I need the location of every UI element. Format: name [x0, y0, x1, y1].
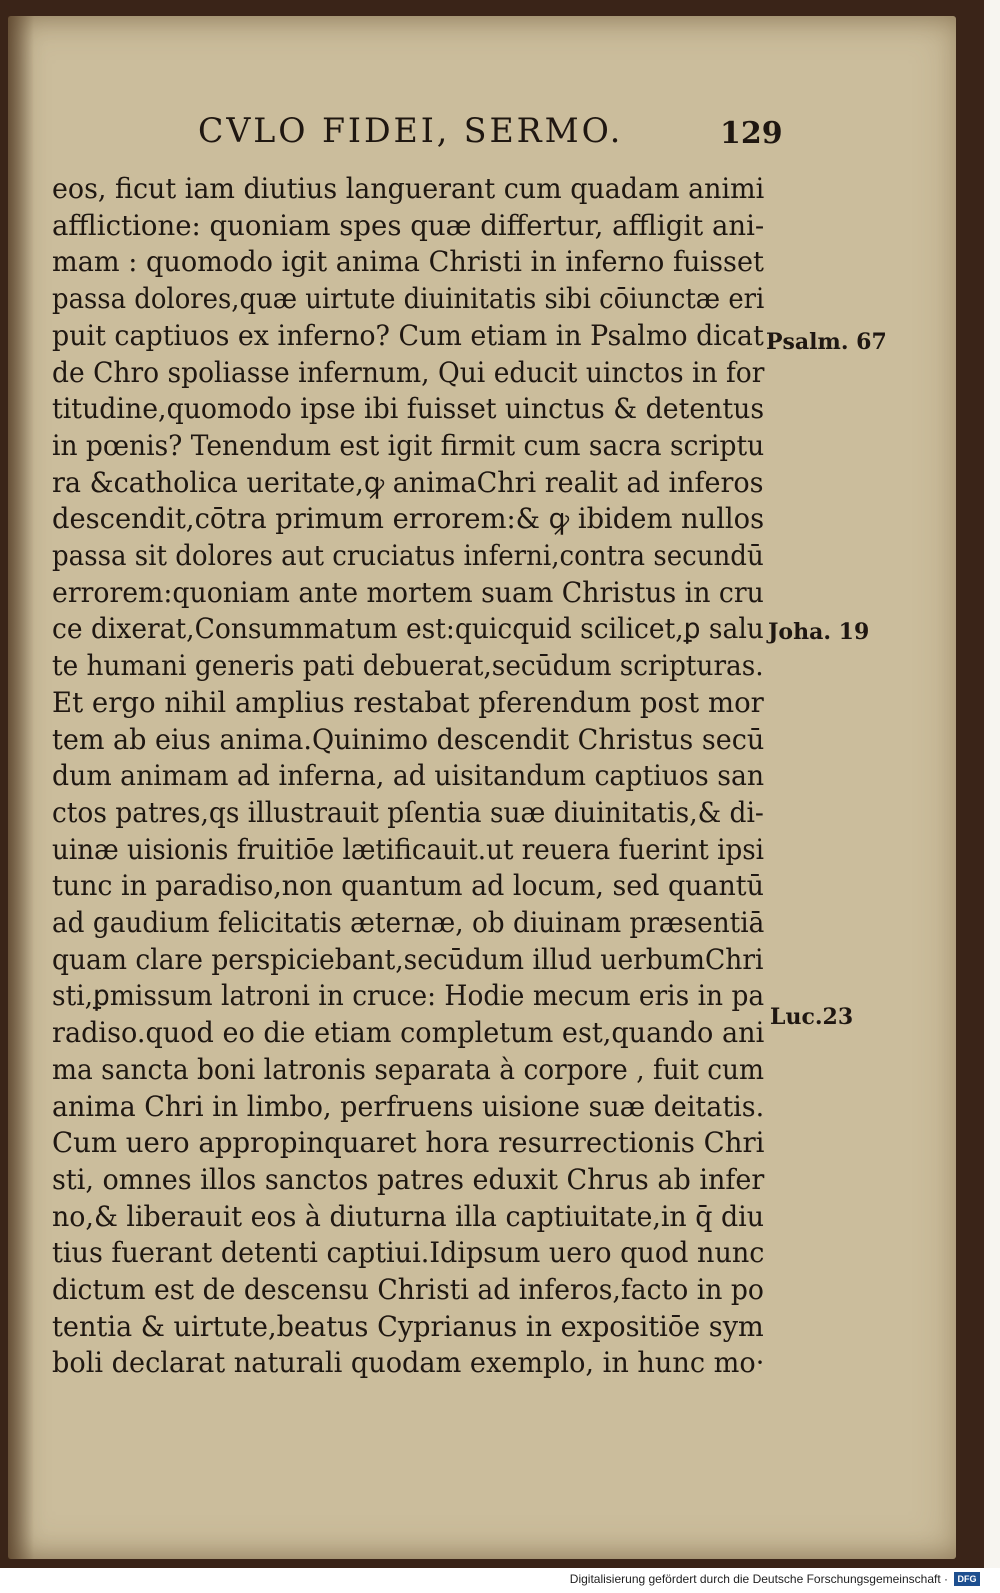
text-line: dictum est de descensu Christi ad inferos,facto in po	[52, 1273, 764, 1306]
text-line: tem ab eius anima.Quinimo descendit Christus secū	[52, 722, 765, 756]
footer-bar	[0, 1568, 1000, 1593]
text-line: ce dixerat,Consummatum est:quicquid scilicet,ꝑ salu	[52, 612, 764, 646]
text-block	[52, 171, 782, 1396]
text-line: sti,ꝑmissum latroni in cruce: Hodie mecum eris in pa	[52, 979, 765, 1013]
text-line: ma sancta boni latronis separata à corpore , fuit cum	[52, 1052, 765, 1086]
text-line: tentia & uirtute,beatus Cyprianus in expositiōe sym	[52, 1309, 764, 1343]
footer-credit: Digitalisierung gefördert durch die Deutsche Forschungsgemeinschaft ·	[569, 1572, 948, 1586]
marginal-note: Luc.23	[770, 1004, 854, 1030]
text-line: mam : quomodo igit anima Christi in inferno fuisset	[52, 245, 764, 279]
text-line: te humani generis pati debuerat,secūdum scripturas.	[52, 649, 764, 683]
dfg-logo: DFG	[954, 1572, 980, 1586]
text-line: radiso.quod eo die etiam completum est,quando ani	[52, 1016, 765, 1050]
text-line: errorem:quoniam ante mortem suam Christus in cru	[52, 575, 764, 609]
marginal-note: Joha. 19	[768, 619, 870, 645]
book-page	[8, 16, 956, 1559]
text-line: dum animam ad inferna, ad uisitandum captiuos san	[52, 759, 765, 793]
text-line: anima Chri in limbo, perfruens uisione suæ deitatis.	[52, 1089, 765, 1123]
text-line: Cum uero appropinquaret hora resurrectionis Chri	[52, 1126, 765, 1160]
text-line: boli declarat naturali quodam exemplo, in hunc mo·	[52, 1346, 765, 1380]
text-line: ctos patres,qs illustrauit pſentia suæ diuinitatis,& di-	[52, 795, 764, 829]
marginal-note: Psalm. 67	[766, 329, 887, 355]
text-line: ra &catholica ueritate,ꝙ animaChri realit ad inferos	[52, 465, 764, 499]
page-gutter-shadow	[8, 16, 34, 1559]
running-head: CVLO FIDEI, SERMO.	[198, 111, 624, 151]
text-line: tunc in paradiso,non quantum ad locum, sed quantū	[52, 869, 764, 903]
text-line: de Chro spoliasse infernum, Qui educit uinctos in for	[52, 355, 765, 389]
text-line: sti, omnes illos sanctos patres eduxit Chrus ab infer	[52, 1162, 765, 1196]
text-line: passa sit dolores aut cruciatus inferni,contra secundū	[52, 539, 764, 572]
text-line: ad gaudium felicitatis æternæ, ob diuinam præsentiā	[52, 906, 765, 939]
text-line: puit captiuos ex inferno? Cum etiam in Psalmo dicat	[52, 318, 764, 352]
page-number: 129	[720, 116, 783, 151]
text-line: in pœnis? Tenendum est igit firmit cum sacra scriptu	[52, 428, 765, 462]
text-line: no,& liberauit eos à diuturna illa captiuitate,in q̄ diu	[52, 1199, 764, 1233]
text-line: Et ergo nihil amplius restabat pferendum post mor	[52, 685, 764, 719]
text-line: tius fuerant detenti captiui.Idipsum uero quod nunc	[52, 1236, 765, 1270]
text-line: eos, ficut iam diutius languerant cum quadam animi	[52, 172, 765, 205]
text-line: uinæ uisionis fruitiōe lætificauit.ut reuera fuerint ipsi	[52, 832, 765, 866]
text-line: passa dolores,quæ uirtute diuinitatis sibi cōiunctæ eri	[52, 282, 765, 316]
text-line: afflictione: quoniam spes quæ differtur, affligit ani-	[52, 208, 765, 242]
text-line: descendit,cōtra primum errorem:& ꝙ ibidem nullos	[52, 502, 765, 536]
text-line: titudine,quomodo ipse ibi fuisset uinctus & detentus	[52, 392, 765, 426]
text-line: quam clare perspiciebant,secūdum illud uerbumChri	[52, 942, 764, 976]
